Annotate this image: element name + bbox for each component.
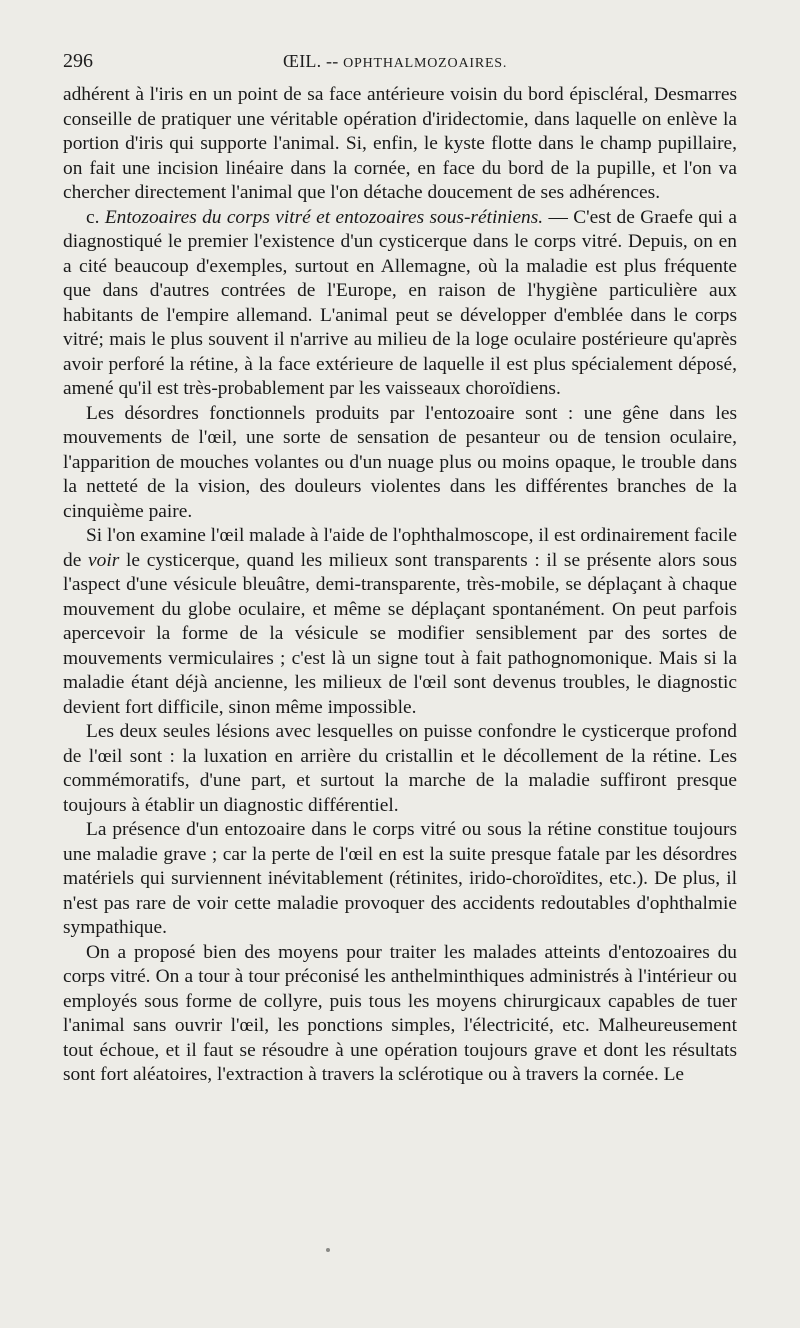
- ink-speck: [326, 1248, 330, 1252]
- running-header: [63, 50, 737, 74]
- paragraph-6: [63, 818, 737, 941]
- paragraph-5: [63, 720, 737, 818]
- paragraph-4-text-after: le cysticerque, quand les milieux sont transparents : il se présente alors sous l'aspect d'une vésicule bleuâtre, demi-transparente, très-mobile, se déplaçant à chaque mouvement du globe oculaire, et même se déplaçant spontanément. On peut parfois apercevoir la forme de la vésicule se modifier sensiblement par des sortes de mouvements vermiculaires ; c'est là un signe tout à fait pathognomonique. Mais si la maladie étant déjà ancienne, les milieux de l'œil sont devenus troubles, le diagnostic devient fort difficile, sinon même impossible.: [63, 549, 738, 718]
- page-number: 296: [63, 50, 93, 72]
- running-title: [283, 51, 507, 72]
- paragraph-2: [63, 206, 737, 402]
- paragraph-7-text: On a proposé bien des moyens pour traiter les malades atteints d'entozoaires du corps vitré. On a tour à tour préconisé les anthelminthiques administrés à l'intérieur ou employés sous forme de collyre, puis tous les moyens chirurgicaux capables de tuer l'animal sans ouvrir l'œil, les ponctions simples, l'électricité, etc. Malheureusement tout échoue, et il faut se résoudre à une opération toujours grave et dont les résultats sont fort aléatoires, l'extraction à travers la sclérotique ou à travers la cornée. Le: [63, 941, 737, 1085]
- paragraph-4-text-before: Si l'on examine l'œil malade à l'aide de l'ophthalmoscope, il est ordinairement facile de: [63, 525, 737, 571]
- paragraph-5-text: Les deux seules lésions avec lesquelles on puisse confondre le cysticerque profond de l'œil sont : la luxation en arrière du cristallin et le décollement de la rétine. Les commémoratifs, d'une part, et surtout la marche de la maladie suffiront presque toujours à établir un diagnostic différentiel.: [63, 721, 737, 816]
- paragraph-2-heading: Entozoaires du corps vitré et entozoaires sous-rétiniens.: [104, 206, 544, 228]
- paragraph-7: [63, 941, 737, 1088]
- body-text: [63, 83, 737, 1088]
- running-title-small-caps: OPHTHALMOZOAIRES.: [343, 56, 508, 71]
- paragraph-2-text: — C'est de Graefe qui a diagnostiqué le premier l'existence d'un cysticerque dans le corps vitré. Depuis, on en a cité beaucoup d'exemples, surtout en Allemagne, où la maladie est plus fréquente que dans d'autres contrées de l'Europe, en raison de l'hygiène particulière aux habitants de l'empire allemand. L'animal peut se développer d'emblée dans le corps vitré; mais le plus souvent il n'arrive au milieu de la loge oculaire postérieure qu'après avoir perforé la rétine, à la face extérieure de laquelle il est plus spécialement déposé, amené qu'il est très-probablement par les vaisseaux choroïdiens.: [63, 206, 738, 399]
- running-title-main: ŒIL. --: [283, 51, 339, 71]
- paragraph-1-text: adhérent à l'iris en un point de sa face antérieure voisin du bord épiscléral, Desmarres conseille de pratiquer une véritable opération d'iridectomie, dans laquelle on enlève la portion d'iris qui supporte l'animal. Si, enfin, le kyste flotte dans le champ pupillaire, on fait une incision linéaire dans la cornée, en face du bord de la pupille, et l'on va chercher directement l'animal que l'on détache doucement de ses adhérences.: [63, 84, 737, 203]
- paragraph-3: [63, 402, 737, 525]
- paragraph-4: [63, 524, 737, 720]
- paragraph-4-italic: voir: [88, 549, 120, 571]
- paragraph-2-lead: c.: [86, 206, 105, 228]
- paragraph-1: [63, 83, 737, 206]
- paragraph-6-text: La présence d'un entozoaire dans le corps vitré ou sous la rétine constitue toujours une maladie grave ; car la perte de l'œil en est la suite presque fatale par les désordres matériels qui surviennent inévitablement (rétinites, irido-choroïdites, etc.). De plus, il n'est pas rare de voir cette maladie provoquer des accidents redoutables d'ophthalmie sympathique.: [63, 819, 737, 938]
- paragraph-3-text: Les désordres fonctionnels produits par l'entozoaire sont : une gêne dans les mouvements de l'œil, une sorte de sensation de pesanteur ou de tension oculaire, l'apparition de mouches volantes ou d'un nuage plus ou moins opaque, le trouble dans la netteté de la vision, des douleurs violentes dans les différentes branches de la cinquième paire.: [63, 402, 737, 522]
